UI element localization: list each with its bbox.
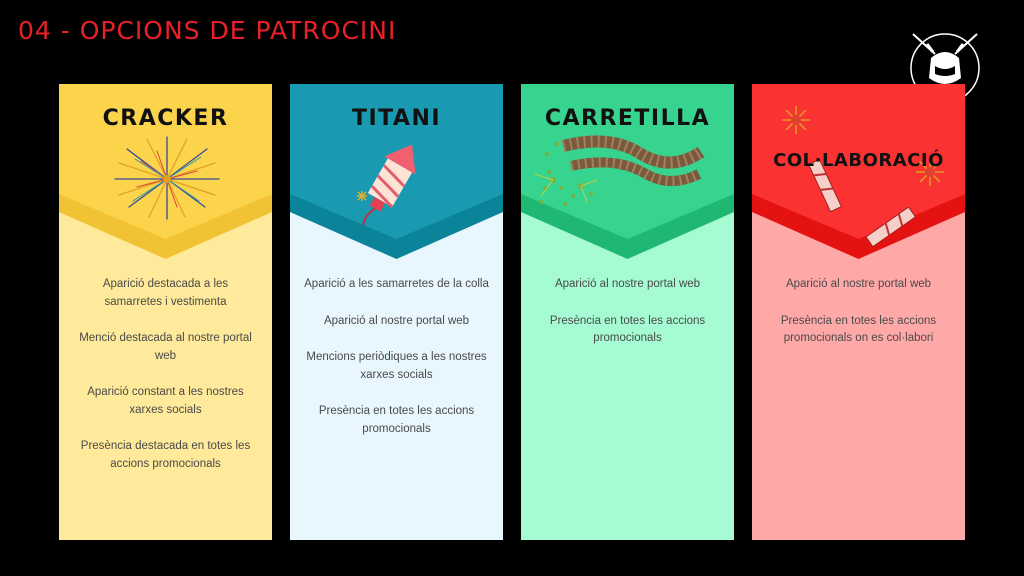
- feature-item: Presència en totes les accions promocionals: [549, 314, 706, 344]
- feature-item: Aparició destacada a les samarretes i vestimenta: [102, 278, 229, 308]
- feature-item: Presència en totes les accions promocionals on es col·labori: [780, 314, 937, 344]
- sponsor-card-titani: [290, 84, 503, 540]
- feature-list: [304, 276, 489, 457]
- feature-item: Menció destacada al nostre portal web: [79, 332, 252, 362]
- sponsor-card-cracker: [59, 84, 272, 540]
- sponsor-card-carretilla: [521, 84, 734, 540]
- feature-list: [766, 276, 951, 367]
- card-title: CARRETILLA: [544, 106, 711, 131]
- feature-item: Aparició constant a les nostres xarxes socials: [87, 386, 244, 416]
- feature-list: [73, 276, 258, 492]
- card-title: CRACKER: [102, 106, 229, 131]
- feature-item: Presència en totes les accions promocionals: [318, 405, 475, 435]
- feature-item: Aparició al nostre portal web: [785, 278, 932, 290]
- feature-item: Presència destacada en totes les accions promocionals: [80, 440, 251, 470]
- sponsor-card-collaboracio: [752, 84, 965, 540]
- card-title: TITANI: [351, 106, 442, 131]
- card-title: COL·LABORACIÓ: [773, 150, 944, 171]
- feature-item: Aparició al nostre portal web: [554, 278, 701, 290]
- feature-item: Aparició al nostre portal web: [323, 314, 470, 327]
- slide-title: 04 - OPCIONS DE PATROCINI: [18, 16, 397, 45]
- feature-list: [535, 276, 720, 367]
- feature-item: Aparició a les samarretes de la colla: [304, 278, 489, 290]
- lit-firecrackers-icon: [752, 84, 965, 264]
- feature-item: Mencions periòdiques a les nostres xarxes socials: [306, 351, 487, 381]
